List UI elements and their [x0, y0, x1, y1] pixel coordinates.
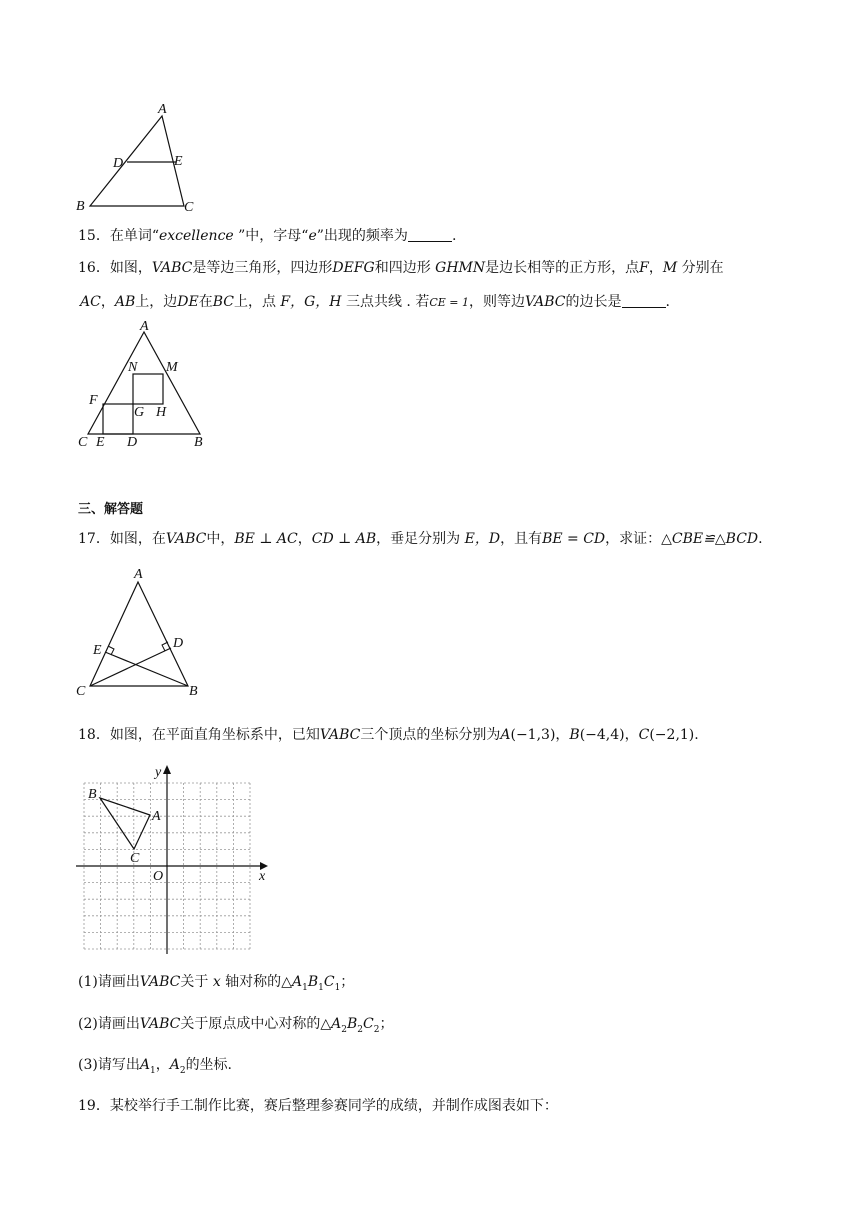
text: ，垂足分别为: [376, 531, 465, 547]
text: 三点共线 . 若: [341, 294, 430, 310]
text: (2)请画出: [78, 1016, 140, 1032]
label-b: B: [189, 684, 198, 699]
label-x: x: [259, 869, 266, 884]
segment-de: DE: [177, 294, 199, 310]
question-number: 16．: [78, 260, 110, 276]
point-m: M: [662, 260, 678, 276]
triangle-figure-de-parallel: [76, 104, 206, 214]
triangle-symbol: VABC: [524, 294, 566, 310]
text: ，: [648, 260, 663, 276]
text: 的坐标.: [185, 1057, 233, 1073]
isosceles-altitudes-figure: [76, 562, 208, 702]
text: ，: [155, 1057, 170, 1073]
text: B: [347, 1016, 358, 1032]
question-number: 18．: [78, 727, 110, 743]
text: ”出现的频率为: [316, 228, 408, 244]
label-a: A: [134, 567, 143, 582]
coord-b: (−4,4): [579, 727, 625, 743]
triangle-symbol: VABC: [319, 727, 361, 743]
question-16-line-2: [80, 292, 670, 313]
subscript: 2: [357, 1024, 364, 1035]
condition-be-perp-ac: BE ⊥ AC: [234, 531, 298, 547]
quad-defg: DEFG: [332, 260, 375, 276]
text: ，: [624, 727, 639, 743]
question-17: [78, 529, 763, 549]
coord-a: (−1,3): [510, 727, 556, 743]
text: 和四边形: [374, 260, 436, 276]
label-c: C: [78, 435, 88, 450]
triangle-symbol: VABC: [139, 974, 181, 990]
quad-ghmn: GHMN: [435, 260, 486, 276]
feet-points: E，D: [464, 531, 501, 547]
word-excellence: excellence: [159, 228, 234, 244]
label-f: F: [89, 393, 98, 408]
label-g: G: [134, 405, 145, 420]
equilateral-triangle-squares-figure: [76, 318, 216, 452]
label-e: E: [93, 643, 102, 658]
subscript: 1: [318, 982, 324, 993]
label-e: E: [174, 154, 183, 169]
text: 的边长是: [565, 294, 622, 310]
label-c: C: [184, 200, 194, 215]
text: 如图，: [109, 260, 152, 276]
text: (1)请画出: [78, 974, 140, 990]
subscript: 2: [373, 1024, 380, 1035]
label-b: B: [194, 435, 203, 450]
triangle-symbol: VABC: [151, 260, 193, 276]
label-n: N: [128, 360, 138, 375]
question-15: [78, 226, 456, 246]
subscript: 2: [341, 1024, 347, 1035]
point-a2: A: [169, 1057, 180, 1073]
text: 如图，在平面直角坐标系中，已知: [109, 727, 320, 743]
question-18: [78, 725, 699, 745]
label-d: D: [173, 636, 184, 651]
question-18-part-3: [78, 1055, 232, 1081]
label-m: M: [166, 360, 178, 375]
subscript: 1: [302, 982, 308, 993]
question-18-part-1: [78, 972, 354, 998]
text: 中，: [206, 531, 235, 547]
text: 关于原点成中心对称的: [180, 1016, 321, 1032]
text: ，求证：: [605, 531, 662, 547]
text: C: [323, 974, 335, 990]
coord-c: (−2,1): [649, 727, 695, 743]
point-c: C: [638, 727, 650, 743]
triangle-symbol: VABC: [139, 1016, 181, 1032]
coordinate-grid-figure: [76, 762, 276, 958]
label-e: E: [96, 435, 105, 450]
question-16-line-1: [78, 258, 724, 278]
text: .: [665, 294, 670, 310]
proof-statement: △CBE≌△BCD: [661, 531, 759, 547]
text: ，且有: [500, 531, 543, 547]
label-h: H: [156, 405, 167, 420]
letter-e: e: [308, 228, 317, 244]
text: C: [363, 1016, 374, 1032]
points-fgh: F，G，H: [280, 294, 342, 310]
label-a: A: [140, 319, 149, 334]
point-b: B: [569, 727, 580, 743]
text: ，: [100, 294, 115, 310]
section-heading: 三、解答题: [78, 502, 144, 517]
question-number: 15．: [78, 228, 110, 244]
answer-blank: [408, 227, 452, 242]
point-f: F: [639, 260, 649, 276]
label-c: C: [76, 684, 86, 699]
text: .: [758, 531, 763, 547]
label-b: B: [76, 199, 85, 214]
question-number: 17．: [78, 531, 110, 547]
question-18-part-2: [78, 1014, 393, 1040]
text: ，: [297, 531, 312, 547]
answer-blank: [622, 293, 666, 308]
text: ；: [379, 1016, 394, 1032]
text: .: [451, 228, 457, 244]
triangle-symbol: VABC: [165, 531, 207, 547]
text: 在单词“: [109, 228, 159, 244]
point-a: A: [500, 727, 511, 743]
axis-x: x: [212, 974, 221, 990]
label-a: A: [158, 102, 167, 117]
text: 关于: [180, 974, 213, 990]
text: 上，点: [233, 294, 281, 310]
text: 是边长相等的正方形，点: [485, 260, 640, 276]
segment-bc: BC: [212, 294, 234, 310]
label-b: B: [88, 787, 97, 802]
text: 某校举行手工制作比赛，赛后整理参赛同学的成绩，并制作成图表如下：: [109, 1098, 558, 1114]
label-y: y: [155, 765, 162, 780]
text: 是等边三角形，四边形: [192, 260, 333, 276]
label-a: A: [152, 809, 161, 824]
text: ，则等边: [468, 294, 525, 310]
text: ”中，字母“: [233, 228, 309, 244]
text: ，: [555, 727, 570, 743]
subscript: 2: [179, 1065, 186, 1076]
question-number: 19．: [78, 1098, 110, 1114]
label-d: D: [127, 435, 138, 450]
text: (3)请写出: [78, 1057, 140, 1073]
label-o: O: [153, 869, 164, 884]
segment-ac: AC: [80, 294, 101, 310]
subscript: 1: [334, 982, 341, 993]
target-triangle: △A: [281, 974, 303, 990]
text: 如图，在: [109, 531, 166, 547]
condition-ce: CE = 1: [429, 296, 469, 309]
text: 上，边: [135, 294, 178, 310]
point-a1: A: [139, 1057, 150, 1073]
text: 在: [198, 294, 213, 310]
text: B: [307, 974, 319, 990]
label-c: C: [130, 851, 140, 866]
segment-ab: AB: [114, 294, 136, 310]
condition-be-eq-cd: BE = CD: [542, 531, 606, 547]
text: .: [694, 727, 699, 743]
text: 三个顶点的坐标分别为: [360, 727, 501, 743]
text: ；: [340, 974, 355, 990]
label-d: D: [113, 156, 124, 171]
text: 分别在: [677, 260, 724, 276]
question-19: [78, 1096, 558, 1116]
target-triangle: △A: [320, 1016, 342, 1032]
subscript: 1: [149, 1065, 156, 1076]
condition-cd-perp-ab: CD ⊥ AB: [311, 531, 377, 547]
text: 轴对称的: [220, 974, 282, 990]
